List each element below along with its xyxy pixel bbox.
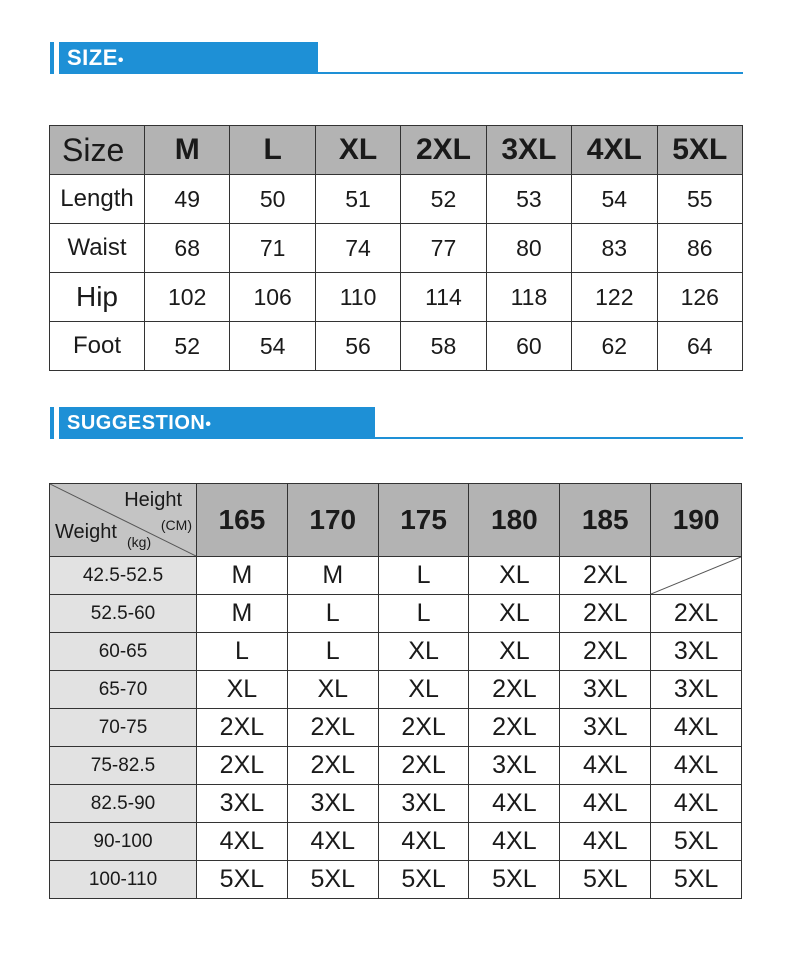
suggestion-title: SUGGESTION — [67, 412, 206, 434]
suggestion-table-row — [50, 595, 742, 633]
suggested-size-cell: 2XL — [651, 595, 742, 633]
suggested-size-cell: L — [378, 557, 469, 595]
suggested-size-cell: 4XL — [651, 785, 742, 823]
suggestion-table-row — [50, 633, 742, 671]
suggested-size-cell: 3XL — [197, 785, 288, 823]
weight-row-label: 75-82.5 — [50, 747, 197, 785]
suggested-size-cell: 2XL — [560, 633, 651, 671]
suggestion-table-row — [50, 823, 742, 861]
size-measurement-cell: 74 — [315, 224, 400, 273]
suggested-size-cell: XL — [378, 671, 469, 709]
height-column-header: 165 — [197, 484, 288, 557]
suggested-size-cell: L — [287, 595, 378, 633]
suggested-size-cell: 2XL — [469, 671, 560, 709]
weight-row-label: 52.5-60 — [50, 595, 197, 633]
suggested-size-cell: 4XL — [560, 823, 651, 861]
size-measurement-cell: 53 — [486, 175, 571, 224]
size-measurement-cell: 54 — [572, 175, 657, 224]
suggested-size-cell: 4XL — [469, 785, 560, 823]
size-measurement-cell: 56 — [315, 322, 400, 371]
weight-unit-label: (kg) — [127, 534, 152, 550]
suggested-size-cell: 2XL — [560, 595, 651, 633]
suggestion-title-box — [59, 407, 375, 439]
suggested-size-cell: 3XL — [651, 671, 742, 709]
suggested-size-cell: 2XL — [378, 709, 469, 747]
weight-row-label: 90-100 — [50, 823, 197, 861]
height-axis-label: Height — [124, 489, 182, 511]
suggested-size-cell: 5XL — [197, 861, 288, 899]
weight-row-label: 100-110 — [50, 861, 197, 899]
size-table — [49, 125, 743, 371]
height-column-header: 190 — [651, 484, 742, 557]
size-measurement-cell: 80 — [486, 224, 571, 273]
weight-row-label: 42.5-52.5 — [50, 557, 197, 595]
size-measurement-cell: 110 — [315, 273, 400, 322]
size-title: SIZE — [67, 45, 118, 70]
size-table-row — [50, 175, 743, 224]
suggested-size-cell: 5XL — [560, 861, 651, 899]
header-accent-bar — [50, 42, 54, 74]
suggested-size-cell: M — [197, 557, 288, 595]
size-column-header: M — [145, 126, 230, 175]
weight-row-label: 65-70 — [50, 671, 197, 709]
suggestion-table-row — [50, 785, 742, 823]
size-measurement-cell: 68 — [145, 224, 230, 273]
suggestion-table-row — [50, 709, 742, 747]
suggested-size-cell: 2XL — [469, 709, 560, 747]
size-table-row — [50, 322, 743, 371]
suggested-size-cell: XL — [197, 671, 288, 709]
header-underline — [318, 72, 743, 74]
suggestion-table-row — [50, 557, 742, 595]
suggested-size-cell: 4XL — [469, 823, 560, 861]
size-measurement-cell: 86 — [657, 224, 742, 273]
size-row-label: Waist — [50, 224, 145, 273]
size-section-header — [50, 42, 743, 74]
size-column-header: 4XL — [572, 126, 657, 175]
suggested-size-cell: 5XL — [651, 823, 742, 861]
suggested-size-cell: 2XL — [560, 557, 651, 595]
suggested-size-cell: 4XL — [651, 709, 742, 747]
size-column-header: L — [230, 126, 315, 175]
suggested-size-cell: 3XL — [378, 785, 469, 823]
size-header-row — [50, 126, 743, 175]
suggested-size-cell: 3XL — [469, 747, 560, 785]
size-measurement-cell: 122 — [572, 273, 657, 322]
suggested-size-cell: XL — [469, 633, 560, 671]
size-measurement-cell: 106 — [230, 273, 315, 322]
height-column-header: 180 — [469, 484, 560, 557]
suggestion-table-row — [50, 861, 742, 899]
suggestion-corner-cell — [50, 484, 197, 557]
size-measurement-cell: 126 — [657, 273, 742, 322]
size-title-box — [59, 42, 318, 74]
size-measurement-cell: 102 — [145, 273, 230, 322]
suggested-size-cell: 4XL — [287, 823, 378, 861]
suggested-size-cell: 4XL — [197, 823, 288, 861]
suggested-size-cell: 5XL — [287, 861, 378, 899]
suggested-size-cell: M — [197, 595, 288, 633]
suggested-size-cell: 3XL — [651, 633, 742, 671]
suggested-size-cell: XL — [287, 671, 378, 709]
suggested-size-cell: 5XL — [469, 861, 560, 899]
weight-row-label: 82.5-90 — [50, 785, 197, 823]
suggested-size-cell: M — [287, 557, 378, 595]
size-measurement-cell: 49 — [145, 175, 230, 224]
size-measurement-cell: 55 — [657, 175, 742, 224]
suggestion-title-dot: • — [205, 416, 212, 433]
size-measurement-cell: 77 — [401, 224, 486, 273]
suggested-size-cell: 4XL — [378, 823, 469, 861]
suggested-size-cell: 2XL — [197, 747, 288, 785]
header-underline — [375, 437, 743, 439]
weight-row-label: 70-75 — [50, 709, 197, 747]
suggestion-table-row — [50, 747, 742, 785]
size-column-header: 3XL — [486, 126, 571, 175]
weight-row-label: 60-65 — [50, 633, 197, 671]
suggested-size-cell: 2XL — [287, 747, 378, 785]
suggested-size-cell: 3XL — [560, 709, 651, 747]
suggestion-table-row — [50, 671, 742, 709]
header-accent-bar — [50, 407, 54, 439]
suggested-size-cell: XL — [469, 595, 560, 633]
size-column-header: 2XL — [401, 126, 486, 175]
suggested-size-cell: L — [287, 633, 378, 671]
suggested-size-cell: 5XL — [651, 861, 742, 899]
height-unit-label: (CM) — [160, 517, 192, 533]
size-measurement-cell: 62 — [572, 322, 657, 371]
size-table-row — [50, 224, 743, 273]
height-column-header: 185 — [560, 484, 651, 557]
size-column-header: XL — [315, 126, 400, 175]
suggested-size-cell: 2XL — [197, 709, 288, 747]
size-row-label: Length — [50, 175, 145, 224]
suggested-size-cell: 4XL — [560, 747, 651, 785]
size-row-label: Foot — [50, 322, 145, 371]
size-column-header: 5XL — [657, 126, 742, 175]
size-measurement-cell: 83 — [572, 224, 657, 273]
suggested-size-cell: L — [378, 595, 469, 633]
size-measurement-cell: 52 — [401, 175, 486, 224]
size-measurement-cell: 118 — [486, 273, 571, 322]
size-measurement-cell: 51 — [315, 175, 400, 224]
size-measurement-cell: 58 — [401, 322, 486, 371]
size-measurement-cell: 114 — [401, 273, 486, 322]
height-column-header: 170 — [287, 484, 378, 557]
height-column-header: 175 — [378, 484, 469, 557]
size-row-label: Hip — [50, 273, 145, 322]
suggested-size-cell: XL — [469, 557, 560, 595]
suggestion-table — [49, 483, 742, 899]
size-corner-label: Size — [50, 126, 145, 175]
suggested-size-cell: L — [197, 633, 288, 671]
size-measurement-cell: 64 — [657, 322, 742, 371]
size-measurement-cell: 71 — [230, 224, 315, 273]
suggested-size-cell: 4XL — [651, 747, 742, 785]
suggested-size-cell: 2XL — [287, 709, 378, 747]
size-measurement-cell: 50 — [230, 175, 315, 224]
size-table-row — [50, 273, 743, 322]
size-measurement-cell: 54 — [230, 322, 315, 371]
empty-crossed-cell — [651, 557, 742, 595]
size-measurement-cell: 52 — [145, 322, 230, 371]
suggestion-header-row — [50, 484, 742, 557]
weight-axis-label: Weight — [55, 521, 117, 543]
suggested-size-cell: 3XL — [287, 785, 378, 823]
suggestion-section-header — [50, 407, 743, 439]
suggested-size-cell: 4XL — [560, 785, 651, 823]
size-title-dot: • — [117, 52, 125, 69]
suggested-size-cell: 5XL — [378, 861, 469, 899]
suggested-size-cell: XL — [378, 633, 469, 671]
cell-diagonal-line — [651, 557, 741, 594]
size-measurement-cell: 60 — [486, 322, 571, 371]
suggested-size-cell: 2XL — [378, 747, 469, 785]
suggested-size-cell: 3XL — [560, 671, 651, 709]
